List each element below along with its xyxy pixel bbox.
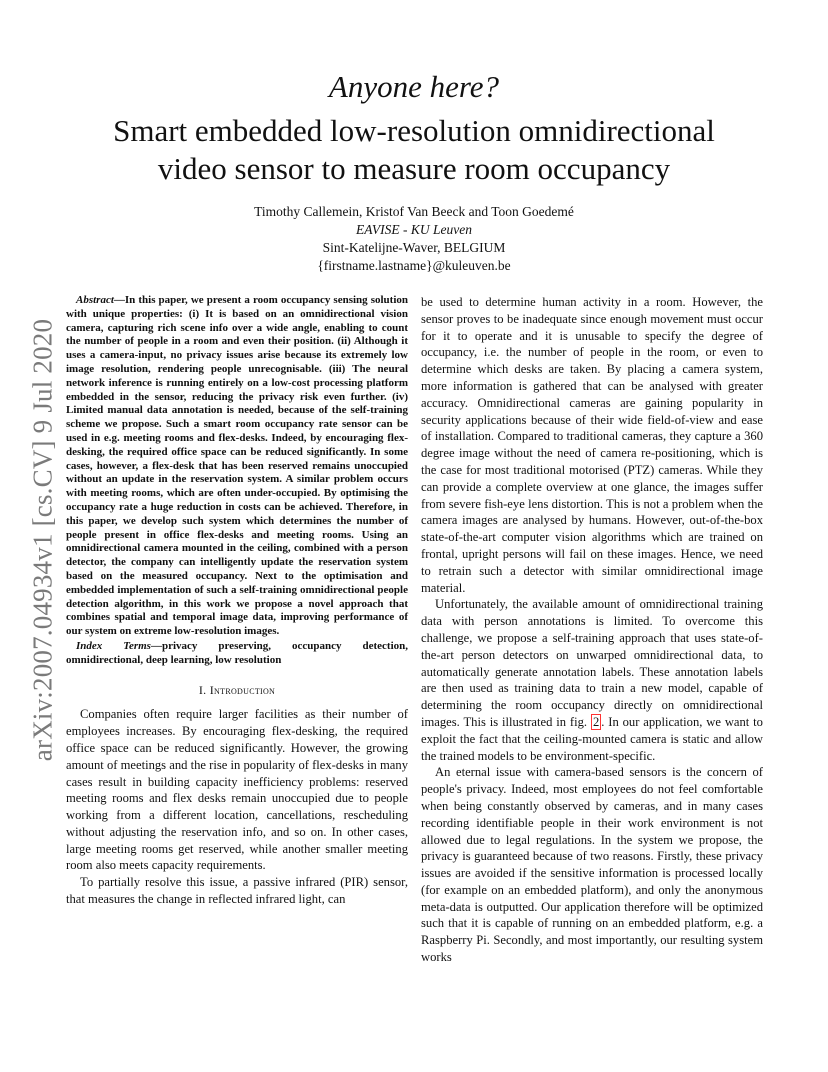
abstract-text: —In this paper, we present a room occupancy sensing solution with unique properties: (i) It is based on an omnidirectional vision camera, capturing rich scene info over a wide angle, enabling to count the number of people in a room and even their position. (ii) Although it uses a camera-input, no privacy issues arise because its extremely low image resolution, rendering people unrecognisable. (iii) The neural network inference is running entirely on a low-cost processing platform embedded in the sensor, reducing the privacy risk even further. (iv) Limited manual data annotation is needed, because of the self-training scheme we propose. Such a smart room occupancy rate sensor can be used in e.g. meeting rooms and flex-desks. Indeed, by encouraging flex-desking, the required office space can be reduced significantly. In some cases, however, a flex-desk that has been reserved remains unoccupied without an update in the reservation system. A similar problem occurs with meeting rooms, which are often under-occupied. By optimising the occupancy rate a huge reduction in costs can be achieved. Therefore, in this paper, we develop such system which determines the number of people present in office flex-desks and meeting rooms. Using an omnidirectional camera mounted in the ceiling, combined with a person detector, the company can intelligently update the reservation system based on the measured occupancy. Next to the optimisation and embedded implementation of such a self-training omnidirectional people detection algorithm, in this work we propose a novel approach that combines spatial and temporal image data, improving performance of our system on extreme low-resolution images. xyxy=(66,294,408,638)
section-number: I. xyxy=(198,682,210,697)
author-names: Timothy Callemein, Kristof Van Beeck and Toon Goedemé xyxy=(254,204,574,219)
index-terms-text: —privacy preserving, occupancy detection, omnidirectional, deep learning, low resolution xyxy=(66,639,408,666)
arxiv-sidebar xyxy=(18,300,68,780)
right-paragraph-3: An eternal issue with camera-based sensors is the concern of people's privacy. Indeed, most employees do not feel comfortable when being constantly observed by cameras, and in many cases recording identifiable people in their work environment is not allowed due to legal regulations. In the system we propose, the privacy is guaranteed because of two reasons. Firstly, these privacy issues are avoided if the sensitive information is processed locally (for example on an embedded platform), and only the anonymous meta-data is outputted. Our application therefore will be optimized such that it is capable of running on an embedded platform, e.g. a Raspberry Pi. Secondly, and most importantly, our resulting system works xyxy=(421,765,763,965)
paper-subtitle-line-1: Smart embedded low-resolution omnidirectional xyxy=(113,113,715,148)
paper-title-block xyxy=(70,68,758,188)
author-location: Sint-Katelijne-Waver, BELGIUM xyxy=(322,240,506,255)
author-email: {firstname.lastname}@kuleuven.be xyxy=(317,258,511,273)
index-terms xyxy=(66,640,408,668)
intro-paragraph-1: Companies often require larger facilities as their number of employees increases. By encouraging flex-desking, the required office space can be reduced significantly. However, the growing amount of meetings and the rise in popularity of flex-desks in many cases result in building capacity inefficiency problems: reserved meeting rooms and flex desks remain unoccupied due to people working from a different location, cancellations, rescheduling without adjusting the reservation info, and so on. In other cases, large meeting rooms get reserved, while another smaller meeting room also meets capacity requirements. xyxy=(66,707,408,873)
abstract xyxy=(66,294,408,639)
section-heading-introduction xyxy=(66,682,408,699)
right-column xyxy=(421,294,763,966)
paper-title: Anyone here? xyxy=(328,69,500,104)
right-paragraph-2-text-cont: . In our application, we want to exploit the fact that the ceiling-mounted camera is static and allow the trained models to be environment-specific. xyxy=(421,714,763,763)
intro-paragraph-2: To partially resolve this issue, a passive infrared (PIR) sensor, that measures the change in reflected infrared light, can xyxy=(66,875,408,907)
abstract-label: Abstract xyxy=(76,294,114,306)
figure-reference-link[interactable]: 2 xyxy=(592,714,600,729)
right-paragraph-2 xyxy=(421,596,763,764)
right-paragraph-1: be used to determine human activity in a room. However, the sensor proves to be inadequate since enough movement must occur for it to operate and it is unusable to specify the degree of occupancy, i.e. the number of people in the room, or even to determine which desks are taken. By placing a camera system, more information is gathered that can be analysed with greater accuracy. Omnidirectional cameras are gaining popularity in security applications because of their wide field-of-view and ease of installation. Compared to traditional cameras, they capture a 360 degree image without the need of camera re-positioning, which is the case for most traditional motorised (PTZ) cameras. While they can provide a complete overview at one glance, the images suffer from severe fish-eye lens distortion. This is not a problem when the camera images are analysed by humans. However, out-of-the-box state-of-the-art computer vision algorithms which are trained on frontal, upright persons will fail on these images. Hence, we need to retrain such a detector with similar omnidirectional image material. xyxy=(421,295,763,595)
author-affiliation: EAVISE - KU Leuven xyxy=(356,222,472,237)
author-block xyxy=(70,203,758,275)
paper-subtitle-line-2: video sensor to measure room occupancy xyxy=(157,151,671,186)
right-paragraph-2-text: Unfortunately, the available amount of omnidirectional training data with person annotations is limited. To overcome this challenge, we propose a self-training approach that uses state-of-the-art person detectors on unwarped omnidirectional data, to automatically generate annotation labels. These annotation labels are then used as training data to train a new model, capable of determining the room occupancy directly on omnidirectional images. This is illustrated in fig. xyxy=(421,597,763,729)
section-title: Introduction xyxy=(209,682,276,697)
index-terms-label: Index Terms xyxy=(76,639,151,652)
arxiv-identifier: arXiv:2007.04934v1 [cs.CV] 9 Jul 2020 xyxy=(27,318,58,762)
left-column xyxy=(66,294,408,908)
